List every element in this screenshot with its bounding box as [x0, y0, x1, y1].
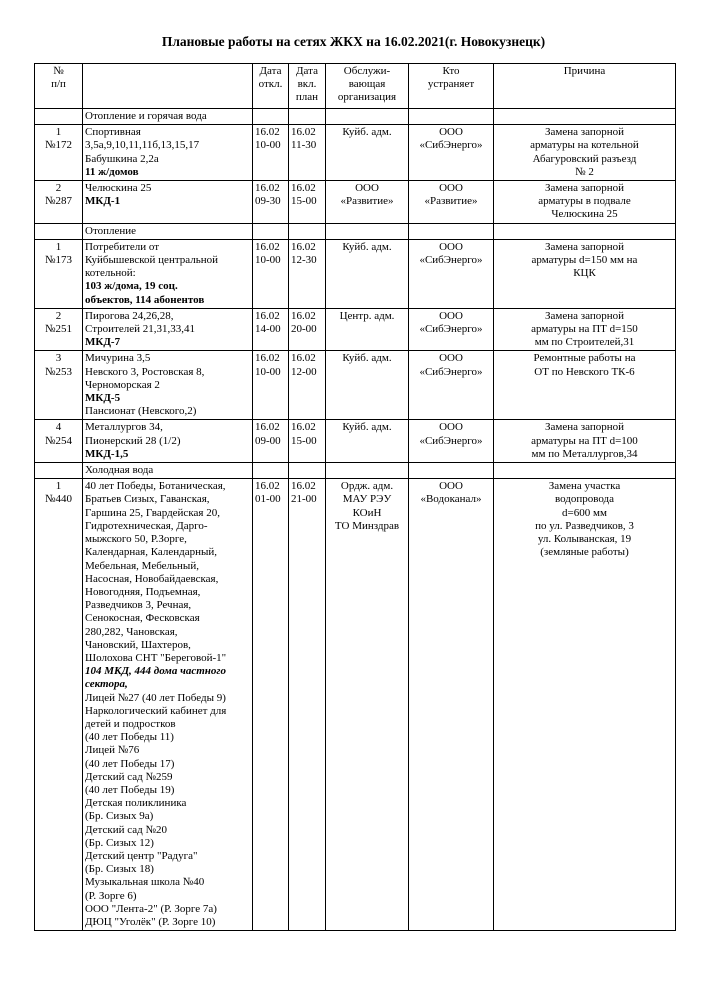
date-off-cell — [253, 125, 289, 181]
date-off-cell-line: 16.02 — [255, 309, 280, 322]
section-empty-cell — [289, 223, 326, 239]
address-cell-line: 11 ж/домов — [85, 165, 139, 178]
address-cell-line: Строителей 21,31,33,41 — [85, 323, 195, 336]
org-cell — [326, 239, 409, 308]
row-num-cell-line: №287 — [45, 195, 72, 208]
date-off-cell-line: 16.02 — [255, 240, 280, 253]
address-cell-line: Шолохова СНТ "Береговой-1" — [85, 651, 227, 664]
address-cell-line: (40 лет Победы 17) — [85, 757, 175, 770]
row-num-cell-line: №440 — [45, 493, 72, 506]
fixer-cell-line: «СибЭнерго» — [419, 323, 483, 336]
table-row — [35, 479, 676, 931]
address-cell-line: Насосная, Новобайдаевская, — [85, 572, 219, 585]
org-cell-line: Куйб. адм. — [342, 421, 392, 434]
date-on-cell-line: 16.02 — [291, 182, 316, 195]
date-off-cell-line: 10-00 — [255, 365, 281, 378]
row-num-cell — [35, 351, 83, 420]
date-on-cell-line: 12-30 — [291, 254, 317, 267]
table-row — [35, 308, 676, 351]
section-header-row — [35, 223, 676, 239]
date-off-cell-line: 16.02 — [255, 126, 280, 139]
address-cell-line: объектов, 114 абонентов — [85, 293, 205, 306]
reason-cell-line: КЦК — [573, 267, 596, 280]
date-off-cell-line: 16.02 — [255, 421, 280, 434]
row-num-cell — [35, 308, 83, 351]
fixer-cell-line: ООО — [439, 480, 463, 493]
section-title: Отопление и горячая вода — [83, 109, 253, 125]
address-cell — [83, 125, 253, 181]
date-on-cell-line: 15-00 — [291, 195, 317, 208]
address-cell-line: Невского 3, Ростовская 8, — [85, 365, 205, 378]
address-cell-line: Пансионат (Невского,2) — [85, 405, 197, 418]
org-cell — [326, 351, 409, 420]
address-cell-line: (Р. Зорге 6) — [85, 889, 137, 902]
date-on-cell-line: 12-00 — [291, 365, 317, 378]
row-num-cell — [35, 239, 83, 308]
row-num-cell-line: №251 — [45, 323, 72, 336]
reason-cell — [494, 181, 676, 224]
address-cell-line: МКД-7 — [85, 336, 121, 349]
date-off-cell — [253, 239, 289, 308]
address-cell-line: Календарная, Календарный, — [85, 546, 218, 559]
date-off-cell — [253, 479, 289, 931]
reason-cell-line: (земляные работы) — [540, 546, 629, 559]
date-off-cell — [253, 181, 289, 224]
address-cell-line: 103 ж/дома, 19 соц. — [85, 280, 178, 293]
date-off-cell-line: 01-00 — [255, 493, 281, 506]
fixer-cell-line: «СибЭнерго» — [419, 139, 483, 152]
address-cell-line: МКД-1 — [85, 195, 121, 208]
address-cell-line: Детский центр "Радуга" — [85, 849, 198, 862]
row-num-cell-line: 2 — [55, 309, 62, 322]
org-cell-line: МАУ РЭУ — [342, 493, 392, 506]
fixer-cell-line: ООО — [439, 421, 463, 434]
address-cell-line: Пионерский 28 (1/2) — [85, 434, 181, 447]
org-cell-line: Куйб. адм. — [342, 352, 392, 365]
reason-cell — [494, 239, 676, 308]
table-row — [35, 181, 676, 224]
org-cell-line: Ордж. адм. — [340, 480, 394, 493]
org-cell-line: «Развитие» — [340, 195, 394, 208]
fixer-cell-line: ООО — [439, 352, 463, 365]
org-cell-line: ООО — [355, 182, 379, 195]
section-empty-cell — [253, 223, 289, 239]
address-cell-line: Разведчиков 3, Речная, — [85, 599, 192, 612]
address-cell-line: (40 лет Победы 19) — [85, 783, 175, 796]
date-on-cell-line: 20-00 — [291, 323, 317, 336]
fixer-cell — [409, 479, 494, 931]
address-cell-line: Мебельная, Мебельный, — [85, 559, 199, 572]
address-cell — [83, 239, 253, 308]
fixer-cell-line: «СибЭнерго» — [419, 365, 483, 378]
reason-cell-line: Абагуровский разъезд — [532, 152, 637, 165]
fixer-cell — [409, 125, 494, 181]
date-on-cell-line: 16.02 — [291, 240, 316, 253]
section-num-cell — [35, 463, 83, 479]
date-on-cell — [289, 239, 326, 308]
date-on-cell — [289, 479, 326, 931]
address-cell-line: Потребители от — [85, 240, 160, 253]
org-cell-line: Куйб. адм. — [342, 126, 392, 139]
section-title: Холодная вода — [83, 463, 253, 479]
fixer-cell-line: «Развитие» — [424, 195, 478, 208]
org-cell — [326, 479, 409, 931]
table-row — [35, 125, 676, 181]
date-off-cell-line: 10-00 — [255, 254, 281, 267]
table-row — [35, 351, 676, 420]
date-off-cell-line: 16.02 — [255, 182, 280, 195]
address-cell-line: Музыкальная школа №40 — [85, 876, 205, 889]
date-on-cell — [289, 181, 326, 224]
date-off-cell-line: 16.02 — [255, 352, 280, 365]
section-empty-cell — [326, 223, 409, 239]
org-cell-line: Куйб. адм. — [342, 240, 392, 253]
address-cell-line: Детская поликлиника — [85, 797, 187, 810]
row-num-cell-line: 1 — [55, 240, 62, 253]
org-cell — [326, 125, 409, 181]
date-on-cell-line: 16.02 — [291, 421, 316, 434]
table-header-row — [35, 64, 676, 109]
address-cell — [83, 351, 253, 420]
fixer-cell-line: «Водоканал» — [420, 493, 482, 506]
header-reason: Причина — [494, 64, 676, 109]
section-title: Отопление — [83, 223, 253, 239]
address-cell-line: (Бр. Сизых 12) — [85, 836, 154, 849]
section-empty-cell — [253, 109, 289, 125]
address-cell-line: МКД-1,5 — [85, 447, 129, 460]
section-empty-cell — [253, 463, 289, 479]
reason-cell-line: № 2 — [575, 165, 594, 178]
reason-cell — [494, 420, 676, 463]
address-cell-line: Сенокосная, Фесковская — [85, 612, 200, 625]
reason-cell-line: Челюскина 25 — [551, 208, 618, 221]
date-on-cell-line: 16.02 — [291, 126, 316, 139]
reason-cell-line: мм по Металлургов,34 — [531, 447, 638, 460]
row-num-cell — [35, 420, 83, 463]
section-header-row — [35, 109, 676, 125]
address-cell-line: Спортивная — [85, 126, 141, 139]
org-cell — [326, 420, 409, 463]
address-cell-line: Куйбышевской центральной — [85, 254, 219, 267]
address-cell-line: 40 лет Победы, Ботаническая, — [85, 480, 226, 493]
reason-cell-line: арматуры d=150 мм на — [531, 254, 638, 267]
date-off-cell-line: 09-00 — [255, 434, 281, 447]
works-table — [34, 63, 676, 931]
header-date-off: Дата откл. — [253, 64, 289, 109]
address-cell-line: Детский сад №259 — [85, 770, 173, 783]
row-num-cell — [35, 181, 83, 224]
reason-cell-line: Замена запорной — [545, 126, 624, 139]
date-off-cell — [253, 420, 289, 463]
reason-cell-line: Замена запорной — [545, 240, 624, 253]
date-on-cell-line: 16.02 — [291, 309, 316, 322]
section-empty-cell — [494, 223, 676, 239]
fixer-cell — [409, 351, 494, 420]
reason-cell-line: мм по Строителей,31 — [534, 336, 635, 349]
row-num-cell-line: 1 — [55, 126, 62, 139]
section-empty-cell — [409, 109, 494, 125]
address-cell-line: Металлургов 34, — [85, 421, 163, 434]
date-on-cell — [289, 351, 326, 420]
address-cell-line: ООО "Лента-2" (Р. Зорге 7а) — [85, 902, 217, 915]
section-num-cell — [35, 223, 83, 239]
section-empty-cell — [409, 223, 494, 239]
reason-cell-line: арматуры на ПТ d=150 — [531, 323, 638, 336]
address-cell-line: Чановский, Шахтеров, — [85, 638, 191, 651]
reason-cell-line: водопровода — [554, 493, 615, 506]
address-cell-line: Пирогова 24,26,28, — [85, 309, 174, 322]
date-off-cell-line: 10-00 — [255, 139, 281, 152]
reason-cell-line: Замена запорной — [545, 309, 624, 322]
section-empty-cell — [326, 109, 409, 125]
address-cell-line: (Бр. Сизых 9а) — [85, 810, 154, 823]
address-cell-line: котельной: — [85, 267, 136, 280]
reason-cell-line: Замена участка — [548, 480, 621, 493]
page-title: Плановые работы на сетях ЖКХ на 16.02.2021(г. Новокузнецк) — [161, 34, 546, 49]
reason-cell-line: d=600 мм — [562, 506, 607, 519]
address-cell-line: Бабушкина 2,2а — [85, 152, 159, 165]
reason-cell-line: ОТ по Невского ТК-6 — [534, 365, 635, 378]
fixer-cell-line: «СибЭнерго» — [419, 434, 483, 447]
fixer-cell-line: «СибЭнерго» — [419, 254, 483, 267]
address-cell-line: 104 МКД, 444 дома частного — [85, 665, 226, 678]
address-cell-line: Новогодняя, Подъемная, — [85, 585, 201, 598]
address-cell-line: Братьев Сизых, Гаванская, — [85, 493, 210, 506]
date-off-cell — [253, 308, 289, 351]
reason-cell — [494, 479, 676, 931]
fixer-cell-line: ООО — [439, 309, 463, 322]
row-num-cell-line: 1 — [55, 480, 62, 493]
reason-cell-line: арматуры на котельной — [530, 139, 639, 152]
org-cell-line: КОиН — [352, 506, 382, 519]
date-off-cell-line: 16.02 — [255, 480, 280, 493]
reason-cell-line: Замена запорной — [545, 421, 624, 434]
fixer-cell-line: ООО — [439, 126, 463, 139]
date-on-cell — [289, 420, 326, 463]
row-num-cell-line: №253 — [45, 365, 72, 378]
address-cell — [83, 181, 253, 224]
address-cell — [83, 420, 253, 463]
date-on-cell-line: 15-00 — [291, 434, 317, 447]
date-off-cell-line: 09-30 — [255, 195, 281, 208]
address-cell-line: Наркологический кабинет для — [85, 704, 227, 717]
address-cell-line: Мичурина 3,5 — [85, 352, 151, 365]
address-cell-line: (40 лет Победы 11) — [85, 731, 174, 744]
section-empty-cell — [289, 109, 326, 125]
section-empty-cell — [494, 463, 676, 479]
row-num-cell-line: №254 — [45, 434, 72, 447]
address-cell-line: (Бр. Сизых 18) — [85, 863, 154, 876]
row-num-cell-line: 3 — [55, 352, 62, 365]
org-cell — [326, 181, 409, 224]
reason-cell-line: арматуры на ПТ d=100 — [531, 434, 638, 447]
address-cell-line: Детский сад №20 — [85, 823, 167, 836]
reason-cell-line: ул. Колыванская, 19 — [537, 533, 632, 546]
date-on-cell — [289, 308, 326, 351]
date-on-cell-line: 11-30 — [291, 139, 317, 152]
table-row — [35, 420, 676, 463]
section-empty-cell — [289, 463, 326, 479]
header-org: Обслужи- вающая организация — [326, 64, 409, 109]
date-on-cell-line: 21-00 — [291, 493, 317, 506]
row-num-cell-line: №172 — [45, 139, 72, 152]
section-header-row — [35, 463, 676, 479]
fixer-cell — [409, 420, 494, 463]
section-empty-cell — [409, 463, 494, 479]
reason-cell — [494, 308, 676, 351]
address-cell-line: 280,282, Чановская, — [85, 625, 178, 638]
address-cell-line: Черноморская 2 — [85, 378, 160, 391]
fixer-cell-line: ООО — [439, 240, 463, 253]
header-fixer: Кто устраняет — [409, 64, 494, 109]
row-num-cell-line: 4 — [55, 421, 62, 434]
section-empty-cell — [494, 109, 676, 125]
reason-cell-line: арматуры в подвале — [538, 195, 631, 208]
address-cell-line: МКД-5 — [85, 392, 121, 405]
address-cell-line: Лицей №76 — [85, 744, 140, 757]
address-cell — [83, 308, 253, 351]
reason-cell-line: Ремонтные работы на — [533, 352, 636, 365]
header-address — [83, 64, 253, 109]
fixer-cell — [409, 239, 494, 308]
address-cell-line: Лицей №27 (40 лет Победы 9) — [85, 691, 226, 704]
address-cell-line: Гидротехническая, Дарго- — [85, 519, 208, 532]
date-off-cell-line: 14-00 — [255, 323, 281, 336]
org-cell-line: ТО Минздрав — [334, 519, 400, 532]
address-cell-line: Гаршина 25, Гвардейская 20, — [85, 506, 220, 519]
address-cell-line: детей и подростков — [85, 717, 176, 730]
date-on-cell — [289, 125, 326, 181]
table-body — [35, 109, 676, 931]
header-date-on: Дата вкл. план — [289, 64, 326, 109]
org-cell-line: Центр. адм. — [339, 309, 395, 322]
fixer-cell — [409, 181, 494, 224]
fixer-cell — [409, 308, 494, 351]
section-empty-cell — [326, 463, 409, 479]
address-cell-line: Челюскина 25 — [85, 182, 152, 195]
address-cell-line: ДЮЦ "Уголёк" (Р. Зорге 10) — [85, 915, 216, 928]
reason-cell — [494, 351, 676, 420]
row-num-cell-line: 2 — [55, 182, 62, 195]
reason-cell-line: по ул. Разведчиков, 3 — [535, 519, 634, 532]
row-num-cell — [35, 125, 83, 181]
row-num-cell — [35, 479, 83, 931]
address-cell-line: сектора, — [85, 678, 128, 691]
header-num: № п/п — [35, 64, 83, 109]
address-cell-line: 3,5а,9,10,11,11б,13,15,17 — [85, 139, 200, 152]
table-row — [35, 239, 676, 308]
section-num-cell — [35, 109, 83, 125]
reason-cell-line: Замена запорной — [545, 182, 624, 195]
row-num-cell-line: №173 — [45, 254, 72, 267]
reason-cell — [494, 125, 676, 181]
org-cell — [326, 308, 409, 351]
date-on-cell-line: 16.02 — [291, 352, 316, 365]
address-cell-line: мыжского 50, Р.Зорге, — [85, 533, 187, 546]
date-off-cell — [253, 351, 289, 420]
fixer-cell-line: ООО — [439, 182, 463, 195]
date-on-cell-line: 16.02 — [291, 480, 316, 493]
address-cell — [83, 479, 253, 931]
